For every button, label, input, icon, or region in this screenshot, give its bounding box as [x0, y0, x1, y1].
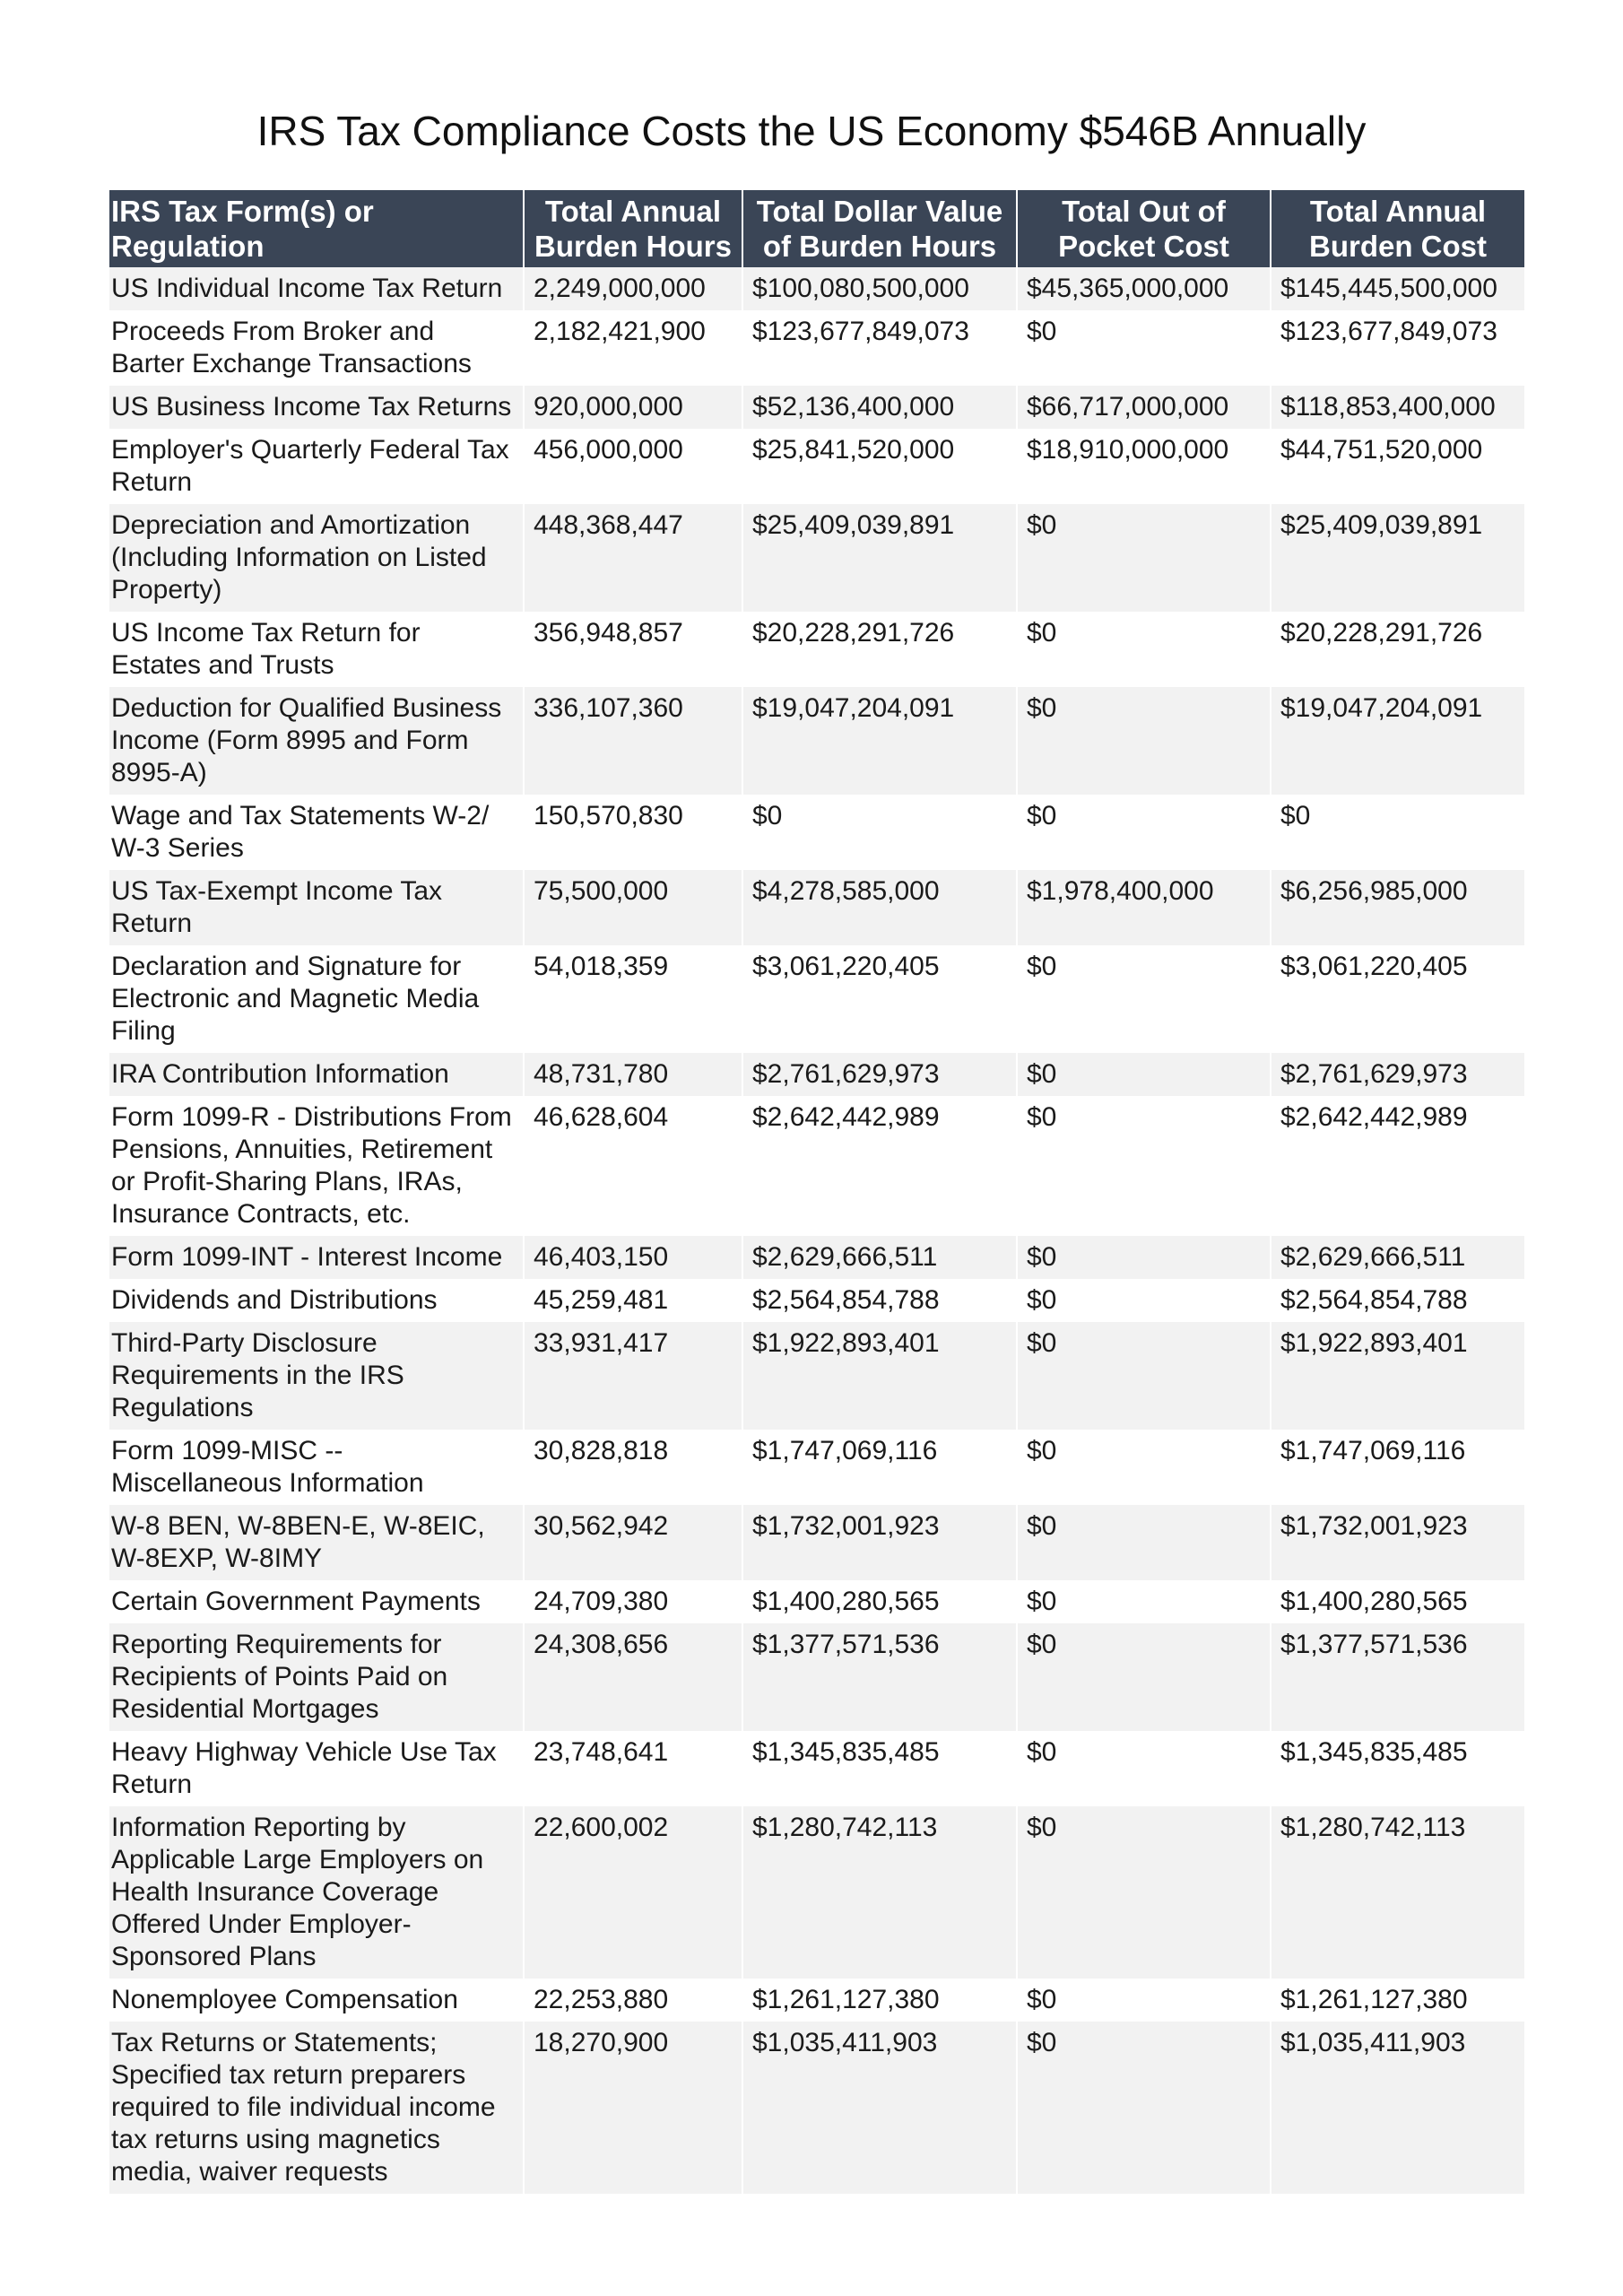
form-name-cell: Dividends and Distributions [109, 1279, 524, 1322]
form-name-cell: Nonemployee Compensation [109, 1979, 524, 2022]
form-name-cell: Information Reporting by Applicable Large Employers on Health Insurance Coverage Offered Under Employer-Sponsored Plans [109, 1806, 524, 1979]
dollar-value-cell: $1,345,835,485 [742, 1731, 1017, 1806]
out-of-pocket-cell: $0 [1017, 2022, 1271, 2194]
table-row [109, 687, 1524, 795]
out-of-pocket-cell: $0 [1017, 310, 1271, 386]
burden-hours-cell: 18,270,900 [524, 2022, 742, 2194]
burden-hours-cell: 2,249,000,000 [524, 267, 742, 310]
burden-hours-cell: 30,562,942 [524, 1505, 742, 1580]
form-name-cell: Wage and Tax Statements W-2/ W-3 Series [109, 795, 524, 870]
table-row [109, 795, 1524, 870]
dollar-value-cell: $1,922,893,401 [742, 1322, 1017, 1430]
table-row [109, 870, 1524, 945]
burden-hours-cell: 45,259,481 [524, 1279, 742, 1322]
out-of-pocket-cell: $0 [1017, 1731, 1271, 1806]
burden-hours-cell: 456,000,000 [524, 429, 742, 504]
burden-hours-cell: 22,253,880 [524, 1979, 742, 2022]
table-row [109, 612, 1524, 687]
out-of-pocket-cell: $0 [1017, 1505, 1271, 1580]
table-row [109, 1505, 1524, 1580]
dollar-value-cell: $1,747,069,116 [742, 1430, 1017, 1505]
burden-hours-cell: 23,748,641 [524, 1731, 742, 1806]
burden-cost-cell: $2,564,854,788 [1271, 1279, 1524, 1322]
form-name-cell: US Tax-Exempt Income Tax Return [109, 870, 524, 945]
header-row [109, 190, 1524, 267]
burden-hours-cell: 54,018,359 [524, 945, 742, 1053]
out-of-pocket-cell: $1,978,400,000 [1017, 870, 1271, 945]
dollar-value-cell: $4,278,585,000 [742, 870, 1017, 945]
burden-cost-cell: $20,228,291,726 [1271, 612, 1524, 687]
burden-cost-cell: $1,280,742,113 [1271, 1806, 1524, 1979]
form-name-cell: Reporting Requirements for Recipients of Points Paid on Residential Mortgages [109, 1623, 524, 1731]
table-row [109, 386, 1524, 429]
page-title: IRS Tax Compliance Costs the US Economy $546B Annually [256, 108, 1367, 154]
burden-hours-cell: 30,828,818 [524, 1430, 742, 1505]
table-row [109, 504, 1524, 612]
dollar-value-cell: $20,228,291,726 [742, 612, 1017, 687]
out-of-pocket-cell: $18,910,000,000 [1017, 429, 1271, 504]
burden-hours-cell: 46,628,604 [524, 1096, 742, 1236]
burden-cost-cell: $19,047,204,091 [1271, 687, 1524, 795]
out-of-pocket-cell: $0 [1017, 1979, 1271, 2022]
dollar-value-cell: $1,400,280,565 [742, 1580, 1017, 1623]
column-header-burden-hours: Total Annual Burden Hours [524, 190, 742, 267]
table-body [109, 267, 1524, 2194]
burden-hours-cell: 48,731,780 [524, 1053, 742, 1096]
table-row [109, 1430, 1524, 1505]
form-name-cell: W-8 BEN, W-8BEN-E, W-8EIC, W-8EXP, W-8IMY [109, 1505, 524, 1580]
out-of-pocket-cell: $0 [1017, 1623, 1271, 1731]
dollar-value-cell: $3,061,220,405 [742, 945, 1017, 1053]
burden-hours-cell: 356,948,857 [524, 612, 742, 687]
table-row [109, 945, 1524, 1053]
burden-hours-cell: 46,403,150 [524, 1236, 742, 1279]
dollar-value-cell: $1,732,001,923 [742, 1505, 1017, 1580]
dollar-value-cell: $123,677,849,073 [742, 310, 1017, 386]
burden-hours-cell: 336,107,360 [524, 687, 742, 795]
table-row [109, 1580, 1524, 1623]
form-name-cell: Proceeds From Broker and Barter Exchange Transactions [109, 310, 524, 386]
burden-hours-cell: 920,000,000 [524, 386, 742, 429]
out-of-pocket-cell: $0 [1017, 1580, 1271, 1623]
out-of-pocket-cell: $0 [1017, 1053, 1271, 1096]
dollar-value-cell: $52,136,400,000 [742, 386, 1017, 429]
out-of-pocket-cell: $0 [1017, 1279, 1271, 1322]
column-header-dollar-value: Total Dollar Value of Burden Hours [742, 190, 1017, 267]
burden-cost-cell: $2,642,442,989 [1271, 1096, 1524, 1236]
dollar-value-cell: $2,642,442,989 [742, 1096, 1017, 1236]
burden-hours-cell: 24,709,380 [524, 1580, 742, 1623]
burden-cost-cell: $1,732,001,923 [1271, 1505, 1524, 1580]
burden-cost-cell: $2,629,666,511 [1271, 1236, 1524, 1279]
form-name-cell: Form 1099-INT - Interest Income [109, 1236, 524, 1279]
burden-hours-cell: 75,500,000 [524, 870, 742, 945]
dollar-value-cell: $2,564,854,788 [742, 1279, 1017, 1322]
burden-cost-cell: $1,922,893,401 [1271, 1322, 1524, 1430]
form-name-cell: Employer's Quarterly Federal Tax Return [109, 429, 524, 504]
table-row [109, 1053, 1524, 1096]
burden-cost-cell: $1,261,127,380 [1271, 1979, 1524, 2022]
dollar-value-cell: $2,761,629,973 [742, 1053, 1017, 1096]
out-of-pocket-cell: $0 [1017, 1430, 1271, 1505]
column-header-form: IRS Tax Form(s) or Regulation [109, 190, 524, 267]
form-name-cell: Heavy Highway Vehicle Use Tax Return [109, 1731, 524, 1806]
out-of-pocket-cell: $0 [1017, 1322, 1271, 1430]
dollar-value-cell: $1,035,411,903 [742, 2022, 1017, 2194]
table-row [109, 267, 1524, 310]
table-row [109, 1236, 1524, 1279]
dollar-value-cell: $25,409,039,891 [742, 504, 1017, 612]
table-row [109, 310, 1524, 386]
form-name-cell: Deduction for Qualified Business Income (Form 8995 and Form 8995-A) [109, 687, 524, 795]
burden-table [109, 190, 1524, 2194]
burden-hours-cell: 2,182,421,900 [524, 310, 742, 386]
burden-hours-cell: 24,308,656 [524, 1623, 742, 1731]
dollar-value-cell: $0 [742, 795, 1017, 870]
burden-cost-cell: $25,409,039,891 [1271, 504, 1524, 612]
out-of-pocket-cell: $0 [1017, 945, 1271, 1053]
out-of-pocket-cell: $0 [1017, 795, 1271, 870]
burden-cost-cell: $1,747,069,116 [1271, 1430, 1524, 1505]
burden-hours-cell: 150,570,830 [524, 795, 742, 870]
table-row [109, 1279, 1524, 1322]
form-name-cell: Third-Party Disclosure Requirements in the IRS Regulations [109, 1322, 524, 1430]
out-of-pocket-cell: $45,365,000,000 [1017, 267, 1271, 310]
burden-cost-cell: $1,035,411,903 [1271, 2022, 1524, 2194]
column-header-out-of-pocket: Total Out of Pocket Cost [1017, 190, 1271, 267]
burden-hours-cell: 33,931,417 [524, 1322, 742, 1430]
burden-cost-cell: $123,677,849,073 [1271, 310, 1524, 386]
form-name-cell: Form 1099-MISC -- Miscellaneous Information [109, 1430, 524, 1505]
form-name-cell: Tax Returns or Statements; Specified tax return preparers required to file individual income tax returns using magnetics media, waiver requests [109, 2022, 524, 2194]
dollar-value-cell: $19,047,204,091 [742, 687, 1017, 795]
out-of-pocket-cell: $0 [1017, 1236, 1271, 1279]
dollar-value-cell: $2,629,666,511 [742, 1236, 1017, 1279]
burden-cost-cell: $145,445,500,000 [1271, 267, 1524, 310]
table-row [109, 1731, 1524, 1806]
dollar-value-cell: $100,080,500,000 [742, 267, 1017, 310]
burden-cost-cell: $1,400,280,565 [1271, 1580, 1524, 1623]
out-of-pocket-cell: $66,717,000,000 [1017, 386, 1271, 429]
burden-cost-cell: $6,256,985,000 [1271, 870, 1524, 945]
form-name-cell: IRA Contribution Information [109, 1053, 524, 1096]
burden-cost-cell: $1,377,571,536 [1271, 1623, 1524, 1731]
table-row [109, 1623, 1524, 1731]
table-row [109, 1322, 1524, 1430]
out-of-pocket-cell: $0 [1017, 1806, 1271, 1979]
burden-hours-cell: 22,600,002 [524, 1806, 742, 1979]
form-name-cell: Depreciation and Amortization (Including Information on Listed Property) [109, 504, 524, 612]
burden-cost-cell: $44,751,520,000 [1271, 429, 1524, 504]
dollar-value-cell: $1,261,127,380 [742, 1979, 1017, 2022]
table-row [109, 1806, 1524, 1979]
table-row [109, 2022, 1524, 2194]
form-name-cell: US Individual Income Tax Return [109, 267, 524, 310]
table-row [109, 1096, 1524, 1236]
out-of-pocket-cell: $0 [1017, 612, 1271, 687]
table-row [109, 429, 1524, 504]
burden-cost-cell: $0 [1271, 795, 1524, 870]
column-header-burden-cost: Total Annual Burden Cost [1271, 190, 1524, 267]
burden-cost-cell: $3,061,220,405 [1271, 945, 1524, 1053]
dollar-value-cell: $25,841,520,000 [742, 429, 1017, 504]
form-name-cell: US Income Tax Return for Estates and Trusts [109, 612, 524, 687]
out-of-pocket-cell: $0 [1017, 687, 1271, 795]
out-of-pocket-cell: $0 [1017, 504, 1271, 612]
table-row [109, 1979, 1524, 2022]
burden-hours-cell: 448,368,447 [524, 504, 742, 612]
burden-cost-cell: $1,345,835,485 [1271, 1731, 1524, 1806]
out-of-pocket-cell: $0 [1017, 1096, 1271, 1236]
burden-cost-cell: $118,853,400,000 [1271, 386, 1524, 429]
form-name-cell: US Business Income Tax Returns [109, 386, 524, 429]
burden-cost-cell: $2,761,629,973 [1271, 1053, 1524, 1096]
form-name-cell: Declaration and Signature for Electronic and Magnetic Media Filing [109, 945, 524, 1053]
dollar-value-cell: $1,280,742,113 [742, 1806, 1017, 1979]
form-name-cell: Form 1099-R - Distributions From Pensions, Annuities, Retirement or Profit-Sharing Plans, IRAs, Insurance Contracts, etc. [109, 1096, 524, 1236]
dollar-value-cell: $1,377,571,536 [742, 1623, 1017, 1731]
form-name-cell: Certain Government Payments [109, 1580, 524, 1623]
table-header [109, 190, 1524, 267]
